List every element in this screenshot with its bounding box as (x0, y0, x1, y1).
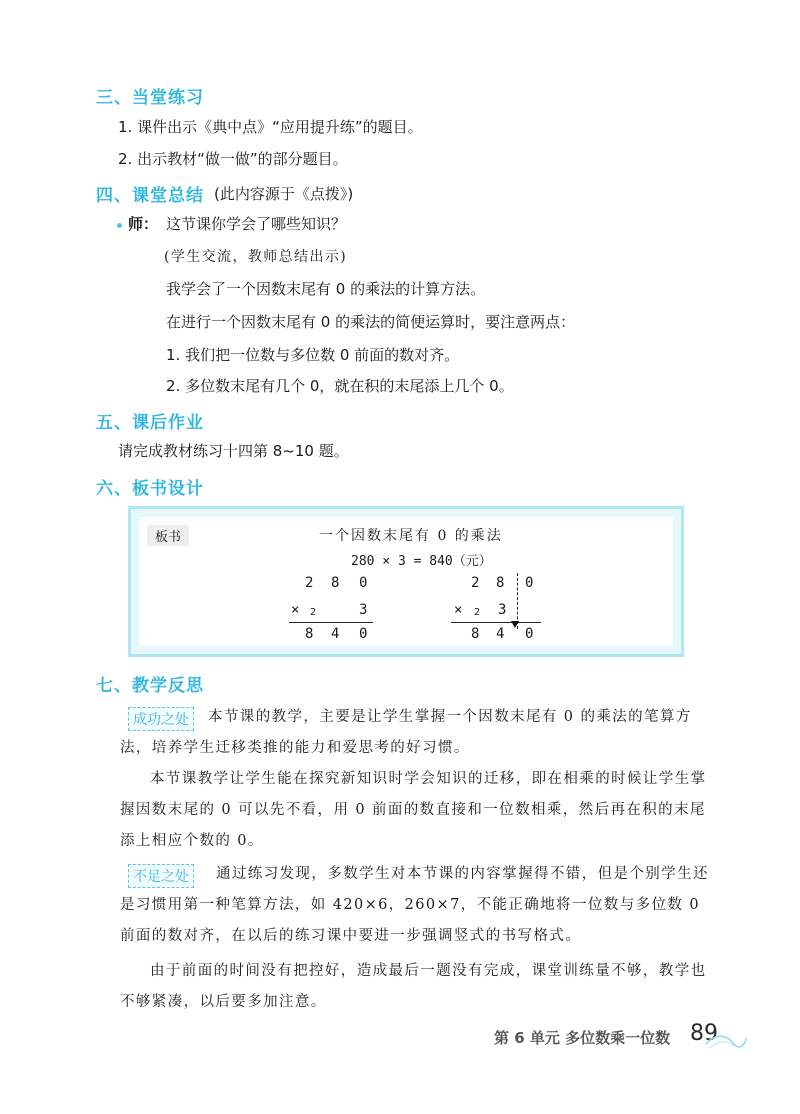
right-result-digit: 4 (496, 626, 505, 642)
stage-direction: (学生交流，教师总结出示) (164, 249, 348, 265)
bullet-dot-icon (117, 223, 122, 228)
reflection-paragraph-1 (120, 702, 720, 764)
blackboard-design (128, 506, 684, 657)
reflection-paragraph-2: 本节课教学让学生能在探究新知识时学会知识的迁移，即在相乘的时候让学生掌握因数末尾的 0 可以先不看，用 0 前面的数直接和一位数相乘，然后再在积的末尾添上相应个数的 0。 (120, 771, 707, 849)
summary-point-2: 2. 多位数末尾有几个 0，就在积的末尾添上几个 0。 (166, 377, 514, 395)
right-result-digit: 8 (471, 626, 480, 642)
left-carry-digit: 2 (310, 607, 317, 618)
left-digit: 2 (305, 575, 314, 591)
right-underline (451, 622, 541, 623)
arrow-down-icon (511, 621, 519, 628)
right-carry-digit: 2 (474, 607, 481, 618)
reflection-paragraph-3-text: 通过练习发现，多数学生对本节课的内容掌握得不错，但是个别学生还是习惯用第一种笔算方法，如 420×6，260×7，不能正确地将一位数与多位数 0 前面的数对齐，在以后的练习课中要进一步强调竖式的书写格式。 (120, 866, 709, 944)
page-number: 89 (690, 1021, 718, 1046)
board-equation: 280 × 3 = 840（元） (351, 554, 492, 569)
left-times-sign: × (291, 602, 300, 618)
section-3-item-2: 2. 出示教材“做一做”的部分题目。 (118, 150, 348, 168)
section-5-title: 五、课后作业 (96, 413, 204, 433)
right-digit: 0 (525, 575, 534, 591)
left-result-digit: 8 (305, 626, 314, 642)
right-times-sign: × (454, 602, 463, 618)
summary-line-1: 我学会了一个因数末尾有 0 的乘法的计算方法。 (166, 280, 486, 298)
shortcoming-tag: 不足之处 (128, 864, 194, 888)
summary-point-1: 1. 我们把一位数与多位数 0 前面的数对齐。 (166, 346, 460, 364)
section-4-source-note: (此内容源于《点拨》) (214, 185, 354, 203)
board-title: 一个因数末尾有 0 的乘法 (319, 528, 503, 544)
left-digit: 0 (359, 575, 368, 591)
right-digit: 3 (498, 602, 507, 618)
section-3-title: 三、当堂练习 (96, 88, 204, 108)
homework-text: 请完成教材练习十四第 8~10 题。 (118, 442, 349, 460)
teacher-label: 师： (128, 215, 159, 233)
left-digit: 3 (359, 602, 368, 618)
footer-unit-title: 第 6 单元 多位数乘一位数 (494, 1029, 671, 1047)
success-tag: 成功之处 (128, 707, 194, 731)
blackboard-inner (139, 517, 673, 646)
right-digit: 2 (471, 575, 480, 591)
right-digit: 8 (496, 575, 505, 591)
reflection-paragraph-3 (120, 859, 720, 952)
reflection-paragraph-4: 由于前面的时间没有把控好，造成最后一题没有完成，课堂训练量不够，教学也不够紧凑，以后要多加注意。 (120, 963, 707, 1010)
teacher-question: 这节课你学会了哪些知识？ (166, 215, 347, 233)
right-result-digit: 0 (525, 626, 534, 642)
section-6-title: 六、板书设计 (96, 479, 204, 499)
left-digit: 8 (331, 575, 340, 591)
section-3-item-1: 1. 课件出示《典中点》“应用提升练”的题目。 (118, 118, 423, 136)
section-4-title: 四、课堂总结 (96, 186, 204, 206)
left-underline (289, 622, 373, 623)
left-result-digit: 4 (331, 626, 340, 642)
reflection-paragraph-1-text: 本节课的教学，主要是让学生掌握一个因数末尾有 0 的乘法的笔算方法，培养学生迁移类推的能力和爱思考的好习惯。 (120, 709, 692, 756)
board-tag: 板书 (147, 525, 189, 546)
section-7-title: 七、教学反思 (96, 676, 204, 696)
left-result-digit: 0 (359, 626, 368, 642)
swirl-decoration-icon (704, 1032, 748, 1052)
summary-line-2: 在进行一个因数末尾有 0 的乘法的简便运算时，要注意两点： (166, 313, 576, 331)
